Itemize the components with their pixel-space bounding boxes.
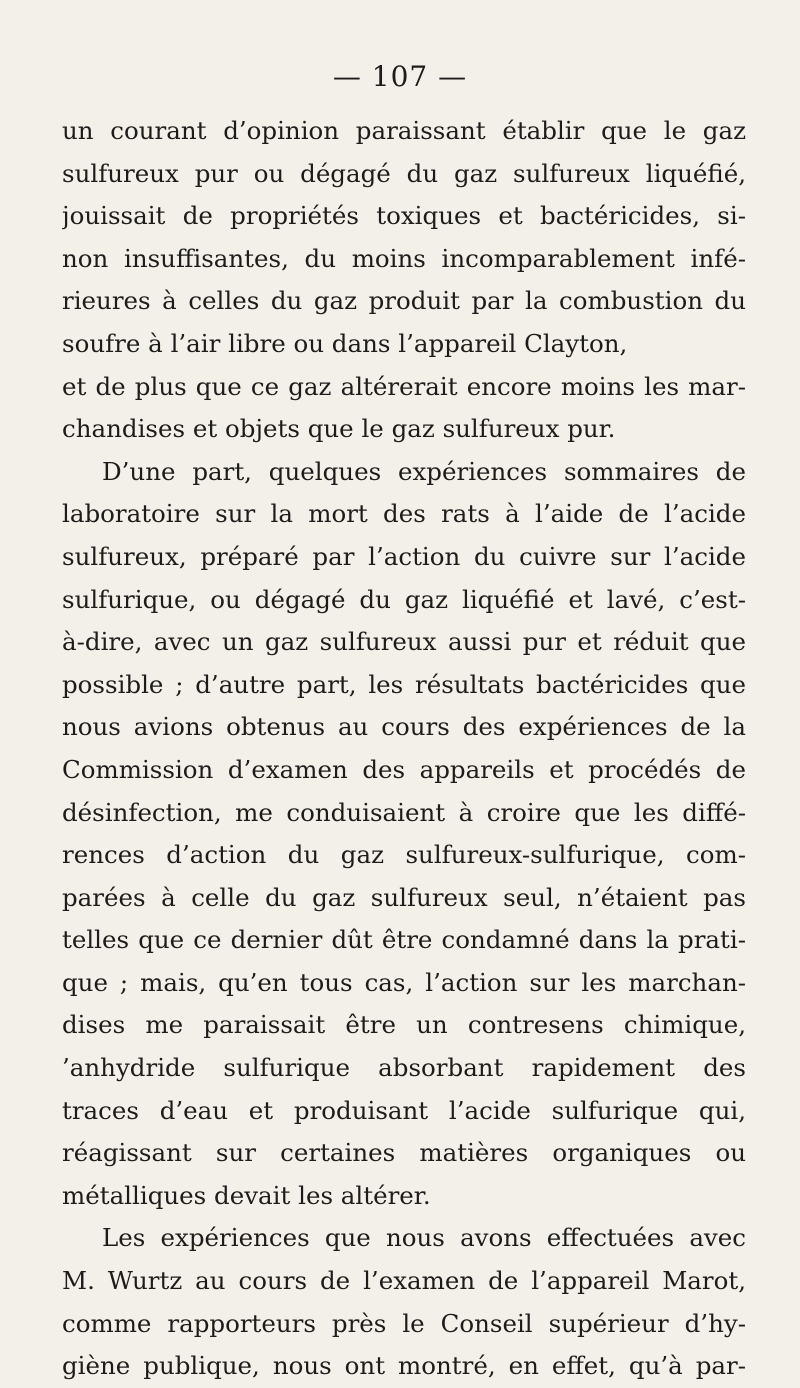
body-text (62, 110, 746, 1388)
text-line: traces d’eau et produisant l’acide sulfurique qui, (62, 1095, 746, 1125)
text-line: métalliques devait les altérer. (62, 1180, 431, 1210)
text-line: parées à celle du gaz sulfureux seul, n’étaient pas (62, 882, 746, 912)
text-line: réagissant sur certaines matières organiques ou (62, 1138, 746, 1168)
text-line: D’une part, quelques expériences sommaires de (102, 456, 746, 486)
text-line: que ; mais, qu’en tous cas, l’action sur les marchan- (62, 967, 746, 997)
text-line: ’anhydride sulfurique absorbant rapidement des (62, 1053, 746, 1083)
text-line: M. Wurtz au cours de l’examen de l’appareil Marot, (62, 1266, 746, 1296)
text-line: Les expériences que nous avons effectuées avec (102, 1223, 746, 1253)
text-line: sulfureux, préparé par l’action du cuivre sur l’acide (62, 541, 746, 571)
text-line: soufre à l’air libre ou dans l’appareil Clayton, (62, 328, 628, 358)
text-line: dises me paraissait être un contresens chimique, (62, 1010, 746, 1040)
text-line: laboratoire sur la mort des rats à l’aide de l’acide (62, 499, 746, 529)
text-line: Commission d’examen des appareils et procédés de (62, 754, 746, 784)
text-line: rences d’action du gaz sulfureux-sulfurique, com- (62, 840, 746, 870)
text-line: sulfureux pur ou dégagé du gaz sulfureux liquéfié, (62, 158, 746, 188)
text-line: comme rapporteurs près le Conseil supérieur d’hy- (62, 1308, 746, 1338)
text-line: nous avions obtenus au cours des expériences de la (62, 712, 746, 742)
text-line: chandises et objets que le gaz sulfureux pur. (62, 414, 616, 444)
text-line: jouissait de propriétés toxiques et bactéricides, si- (62, 201, 746, 231)
text-line: un courant d’opinion paraissant établir que le gaz (62, 116, 746, 145)
text-line: non insuffisantes, du moins incomparablement infé- (62, 243, 746, 273)
page-number-header: — 107 — (332, 60, 468, 93)
text-line: rieures à celles du gaz produit par la combustion du (62, 286, 746, 316)
text-line: et de plus que ce gaz altérerait encore moins les mar- (62, 371, 746, 401)
text-line: giène publique, nous ont montré, en effet, qu’à par- (62, 1351, 746, 1381)
text-line: à-dire, avec un gaz sulfureux aussi pur et réduit que (62, 627, 746, 657)
text-line: telles que ce dernier dût être condamné dans la prati- (62, 925, 746, 955)
text-line: possible ; d’autre part, les résultats bactéricides que (62, 669, 746, 699)
text-line: sulfurique, ou dégagé du gaz liquéfié et lavé, c’est- (62, 584, 746, 614)
text-line: désinfection, me conduisaient à croire que les diffé- (62, 797, 746, 827)
